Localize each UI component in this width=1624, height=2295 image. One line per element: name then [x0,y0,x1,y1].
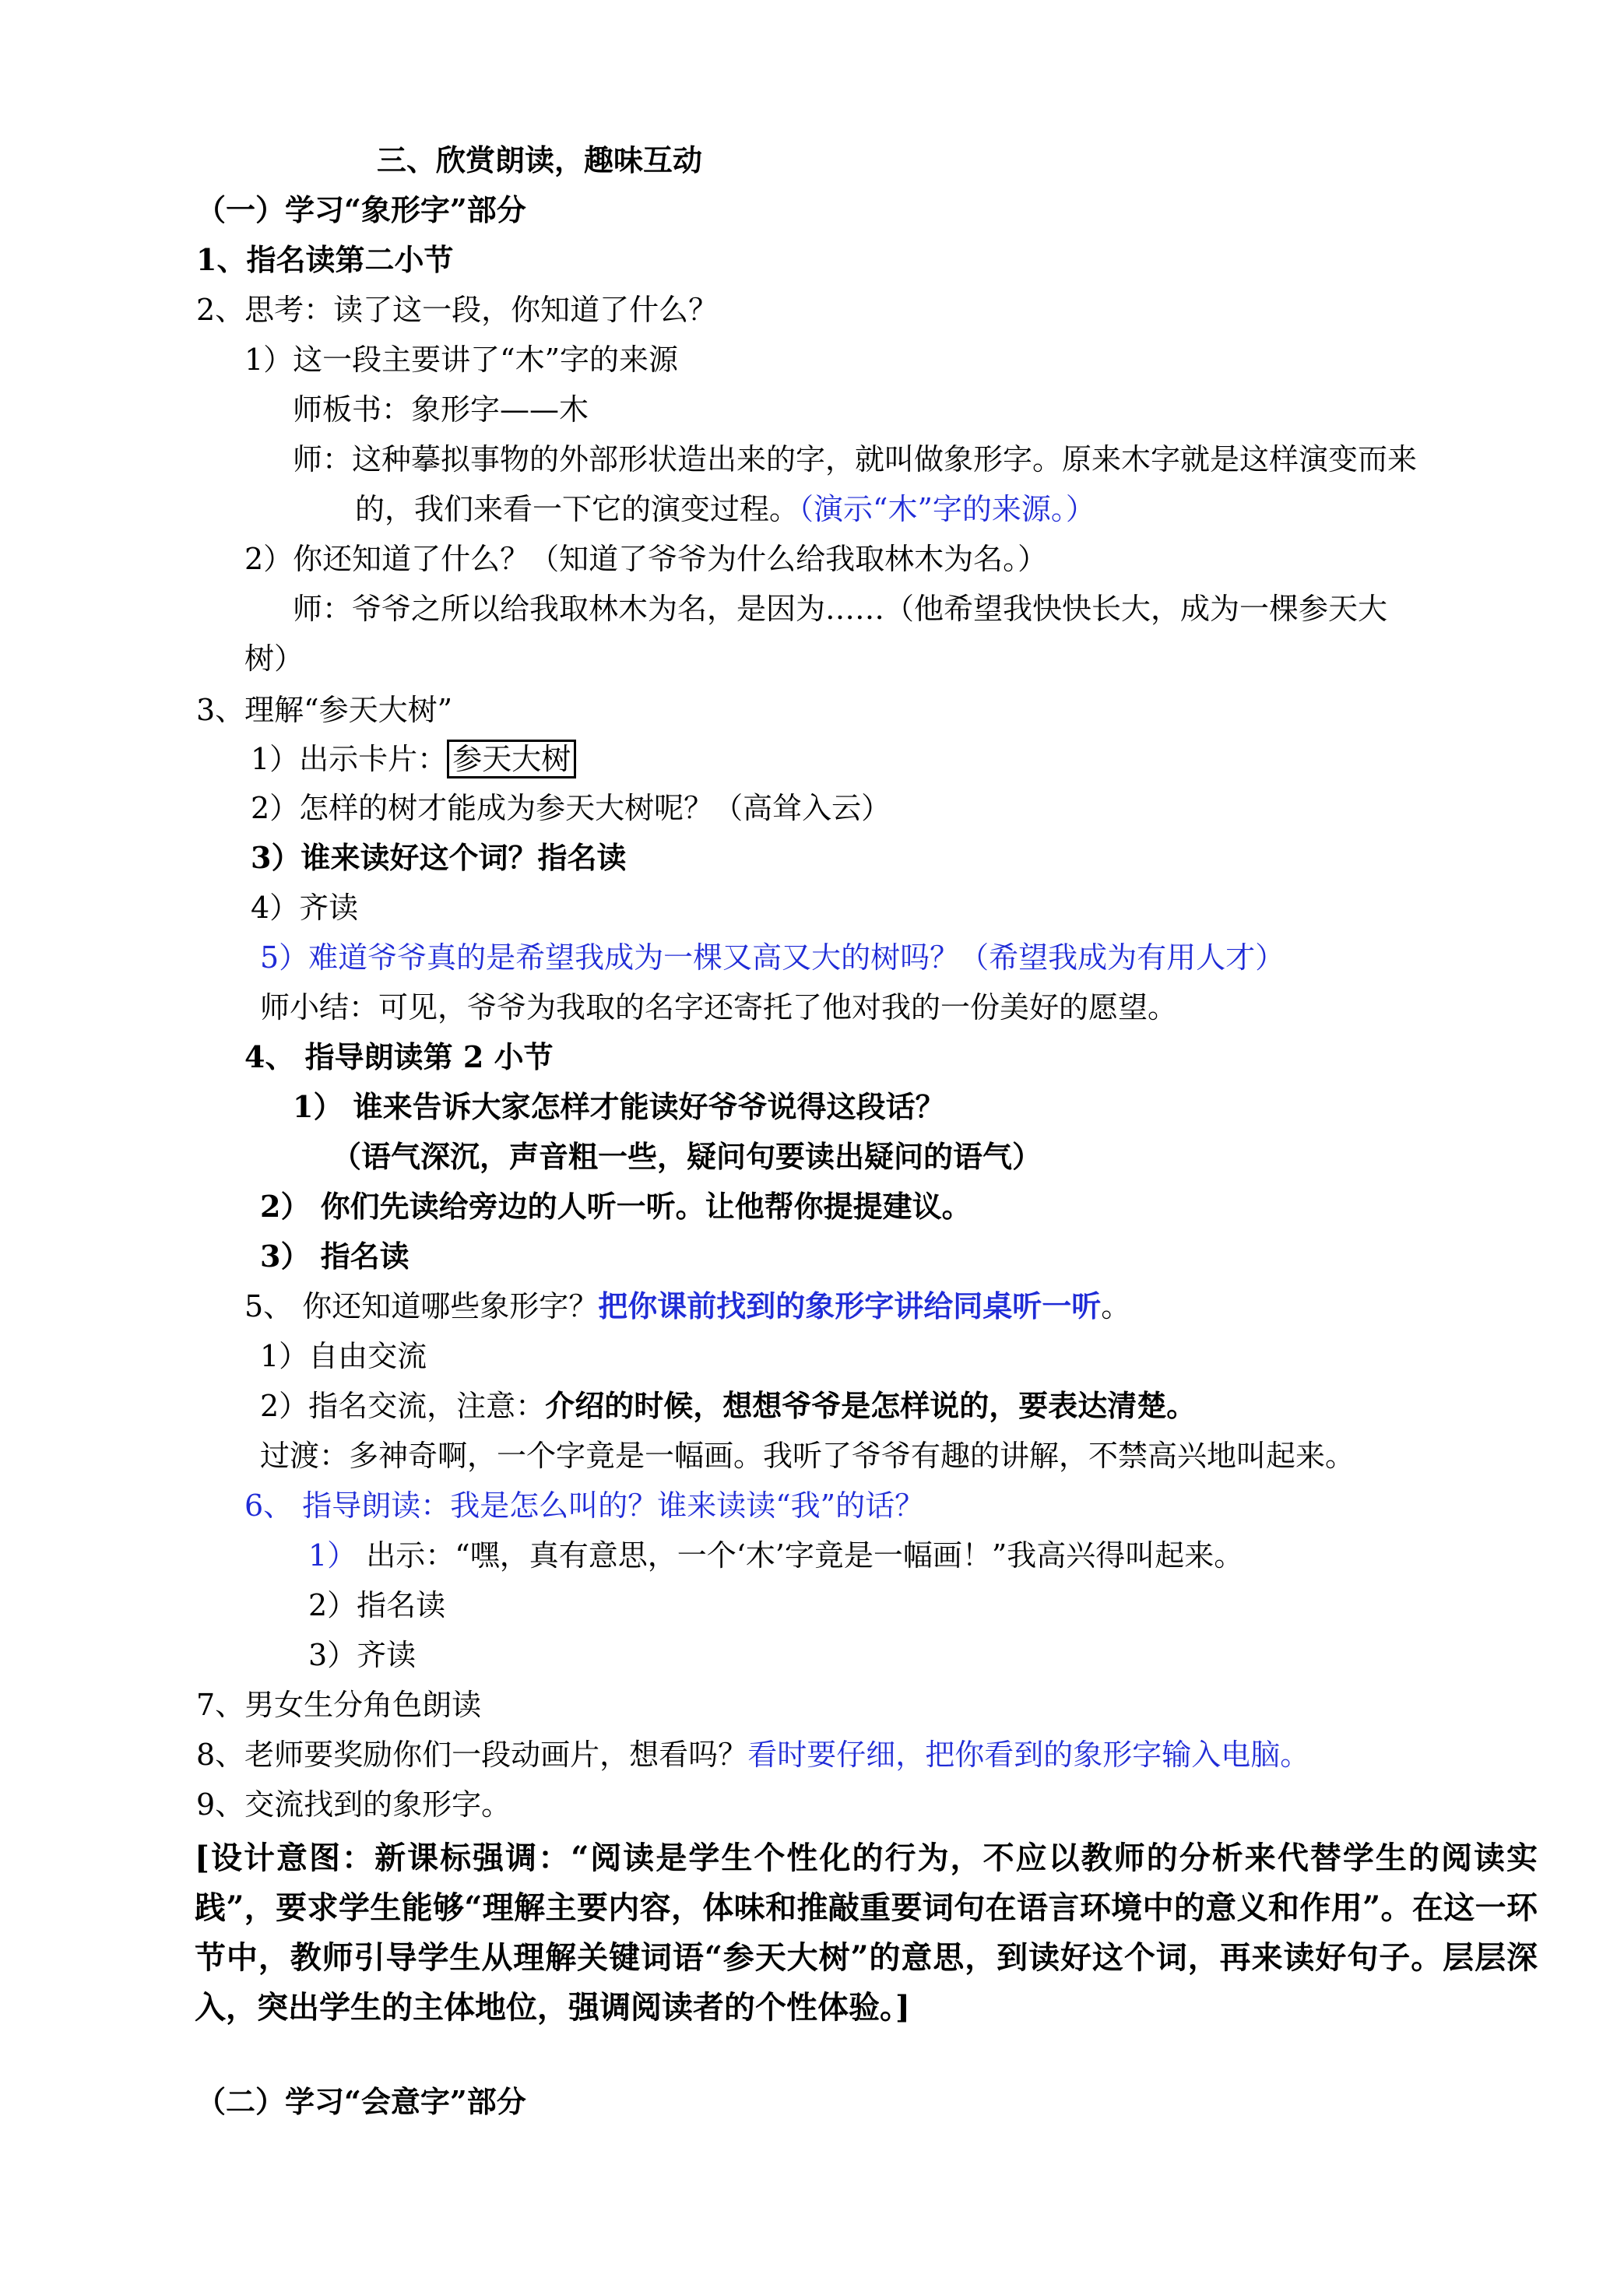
step-2-1: 1）这一段主要讲了“木”字的来源 [244,343,679,377]
transition-text: 过渡：多神奇啊，一个字竟是一幅画。我听了爷爷有趣的讲解，不禁高兴地叫起来。 [260,1439,1355,1473]
step-4: 4、 指导朗读第 2 小节 [244,1039,554,1074]
word-card: 参天大树 [447,740,576,778]
step-6-1-number: 1） [308,1538,357,1573]
step-5-2-label: 2）指名交流，注意： [260,1389,546,1423]
step-4-1: 1） 谁来告诉大家怎样才能读好爷爷说得这段话？ [293,1089,945,1124]
step-5-2-tip: 介绍的时候，想想爷爷是怎样说的，要表达清楚。 [545,1388,1197,1423]
step-2: 2、思考：读了这一段，你知道了什么？ [196,293,719,327]
step-6-3: 3）齐读 [308,1638,417,1672]
step-3-summary: 师小结：可见，爷爷为我取的名字还寄托了他对我的一份美好的愿望。 [260,990,1178,1024]
step-5-question: 5、 你还知道哪些象形字？ [244,1289,599,1323]
step-2-2-teacher-line-1: 师：爷爷之所以给我取林木为名，是因为……（他希望我快快长大，成为一棵参天大 [293,592,1388,626]
step-6: 6、 指导朗读：我是怎么叫的？谁来读读“我”的话？ [244,1488,925,1523]
step-4-1-note: （语气深沉，声音粗一些，疑问句要读出疑问的语气） [332,1139,1042,1174]
step-5-task: 把你课前找到的象形字讲给同桌听一听 [598,1288,1102,1323]
part1-title: （一）学习“象形字”部分 [196,192,526,227]
step-3-1-label: 1）出示卡片： [251,742,448,776]
step-3-4: 4）齐读 [251,891,359,925]
step-5 [244,1288,1130,1325]
step-3-3: 3）谁来读好这个词？指名读 [251,840,627,875]
step-1: 1、指名读第二小节 [196,242,454,277]
section-heading: 三、欣赏朗读，趣味互动 [377,142,703,177]
step-6-2: 2）指名读 [308,1588,446,1622]
step-2-1-board: 师板书：象形字——木 [293,392,589,427]
step-4-3: 3） 指名读 [260,1239,410,1274]
step-8 [196,1736,1309,1773]
step-8-question: 8、老师要奖励你们一段动画片，想看吗？ [196,1738,748,1772]
step-3: 3、理解“参天大树” [196,693,453,727]
step-5-1: 1）自由交流 [260,1339,427,1373]
step-2-1-teacher-line-2 [355,490,1095,528]
step-5-2 [260,1387,1196,1425]
teacher-line-text: 的，我们来看一下它的演变过程。 [355,492,800,526]
step-3-2: 2）怎样的树才能成为参天大树呢？（高耸入云） [251,791,891,825]
step-3-5: 5）难道爷爷真的是希望我成为一棵又高又大的树吗？（希望我成为有用人才） [260,940,1285,975]
step-8-task: 看时要仔细，把你看到的象形字输入电脑。 [747,1738,1310,1772]
step-4-2: 2） 你们先读给旁边的人听一听。让他帮你提提建议。 [260,1189,972,1224]
step-2-1-teacher-line-1: 师：这种摹拟事物的外部形状造出来的字，就叫做象形字。原来木字就是这样演变而来 [293,442,1418,476]
step-7: 7、男女生分角色朗读 [196,1688,482,1722]
part2-title: （二）学习“会意字”部分 [196,2084,526,2119]
step-6-1 [308,1537,1243,1574]
design-intent-paragraph: [设计意图：新课标强调：“阅读是学生个性化的行为，不应以教师的分析来代替学生的阅读实践”，要求学生能够“理解主要内容，体味和推敲重要词句在语言环境中的意义和作用”。在这一环节中，教师引导学生从理解关键词语“参天大树”的意思，到读好这个词，再来读好句子。层层深入，突出学生的主体地位，强调阅读者的个性体验。] [195,1840,1538,2026]
step-3-1 [251,740,576,778]
step-2-2: 2）你还知道了什么？（知道了爷爷为什么给我取林木为名。） [244,542,1048,576]
step-6-1-text: 出示：“嘿，真有意思，一个‘木’字竟是一幅画！”我高兴得叫起来。 [357,1538,1244,1573]
demo-note: （演示“木”字的来源。） [799,492,1095,526]
step-9: 9、交流找到的象形字。 [196,1787,511,1822]
step-2-2-teacher-line-2: 树） [244,641,304,676]
step-5-end: 。 [1101,1289,1131,1323]
